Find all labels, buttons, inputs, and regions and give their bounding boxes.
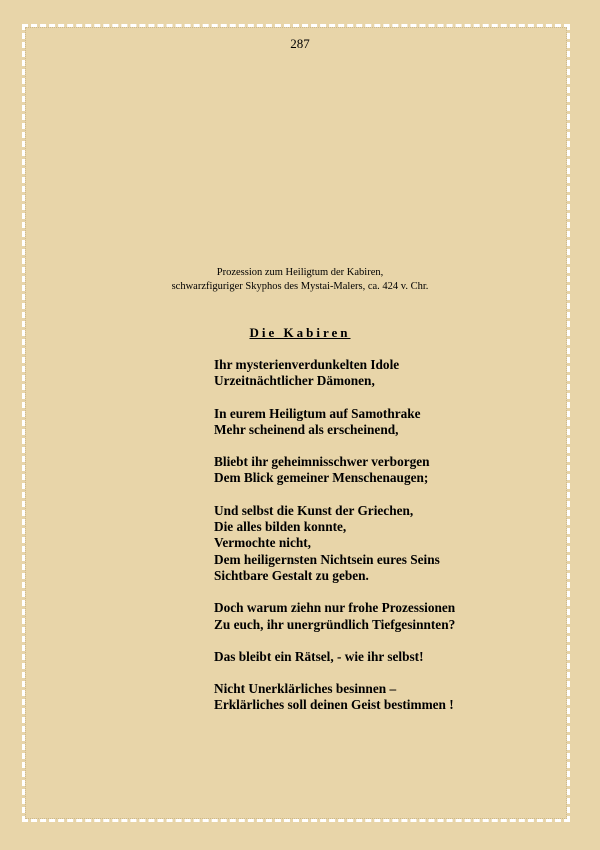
poem-line: Nicht Unerklärliches besinnen –	[214, 681, 397, 697]
poem-line: Sichtbare Gestalt zu geben.	[214, 567, 369, 583]
poem-line: In eurem Heiligtum auf Samothrake	[214, 405, 421, 421]
caption-line-2: schwarzfiguriger Skyphos des Mystai-Malers, ca. 424 v. Chr.	[171, 281, 429, 292]
stanza	[214, 681, 564, 714]
poem-body	[214, 357, 564, 730]
poem-line: Zu euch, ihr unergründlich Tiefgesinnten?	[214, 616, 456, 632]
poem-line: Ihr mysterienverdunkelten Idole	[214, 357, 400, 372]
poem-line: Doch warum ziehn nur frohe Prozessionen	[214, 600, 456, 616]
poem-line: Die alles bilden konnte,	[214, 519, 347, 535]
poem-line: Dem heiligernsten Nichtsein eures Seins	[214, 551, 440, 567]
stanza	[214, 649, 564, 665]
page-number: 287	[290, 36, 310, 51]
stanza	[214, 406, 564, 439]
poem-line: Das bleibt ein Rätsel, - wie ihr selbst!	[214, 648, 424, 664]
poem-line: Dem Blick gemeiner Menschenaugen;	[214, 470, 429, 486]
poem-title: Die Kabiren	[249, 325, 351, 340]
stanza	[214, 357, 564, 390]
poem-line: Vermochte nicht,	[214, 535, 311, 551]
image-caption	[0, 266, 600, 294]
poem-line: Erklärliches soll deinen Geist bestimmen !	[214, 697, 454, 713]
poem-line: Urzeitnächtlicher Dämonen,	[214, 373, 375, 389]
stanza	[214, 600, 564, 633]
poem-line: Und selbst die Kunst der Griechen,	[214, 502, 414, 518]
poem-line: Mehr scheinend als erscheinend,	[214, 421, 399, 437]
poem-line: Bliebt ihr geheimnisschwer verborgen	[214, 454, 430, 470]
stanza	[214, 454, 564, 487]
caption-line-1: Prozession zum Heiligtum der Kabiren,	[216, 267, 384, 278]
stanza	[214, 503, 564, 584]
